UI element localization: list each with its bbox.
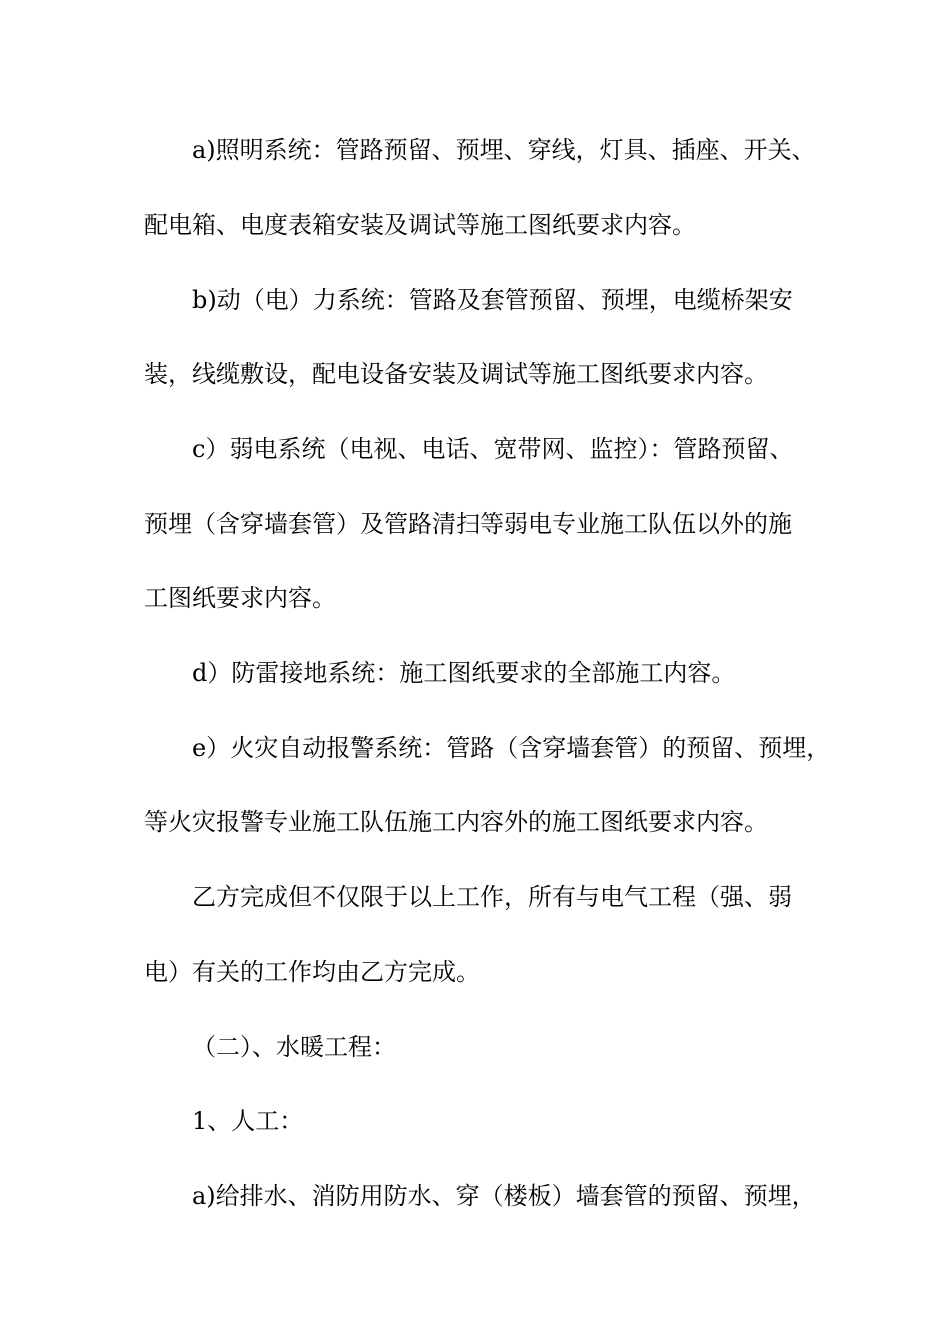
text-line: c）弱电系统（电视、电话、宽带网、监控）：管路预留、 [192,435,794,463]
text-line: 预埋（含穿墙套管）及管路清扫等弱电专业施工队伍以外的施 [144,510,792,538]
text-line: 电）有关的工作均由乙方完成。 [144,958,480,986]
subsection-heading: 1、人工： [192,1107,304,1135]
text-line: b)动（电）力系统：管路及套管预留、预埋，电缆桥架安 [192,286,793,314]
text-line: 乙方完成但不仅限于以上工作，所有与电气工程（强、弱 [192,883,792,911]
text-line: a)给排水、消防用防水、穿（楼板）墙套管的预留、预埋， [192,1182,816,1210]
text-line: a)照明系统：管路预留、预埋、穿线，灯具、插座、开关、 [192,136,816,164]
text-line: 工图纸要求内容。 [144,584,336,612]
text-line: 配电箱、电度表箱安装及调试等施工图纸要求内容。 [144,211,696,239]
text-line: 等火灾报警专业施工队伍施工内容外的施工图纸要求内容。 [144,808,768,836]
section-heading: （二）、水暖工程： [192,1033,396,1061]
text-line: 装，线缆敷设，配电设备安装及调试等施工图纸要求内容。 [144,360,768,388]
text-line: e）火灾自动报警系统：管路（含穿墙套管）的预留、预埋， [192,734,831,762]
text-line: d）防雷接地系统：施工图纸要求的全部施工内容。 [192,659,736,687]
